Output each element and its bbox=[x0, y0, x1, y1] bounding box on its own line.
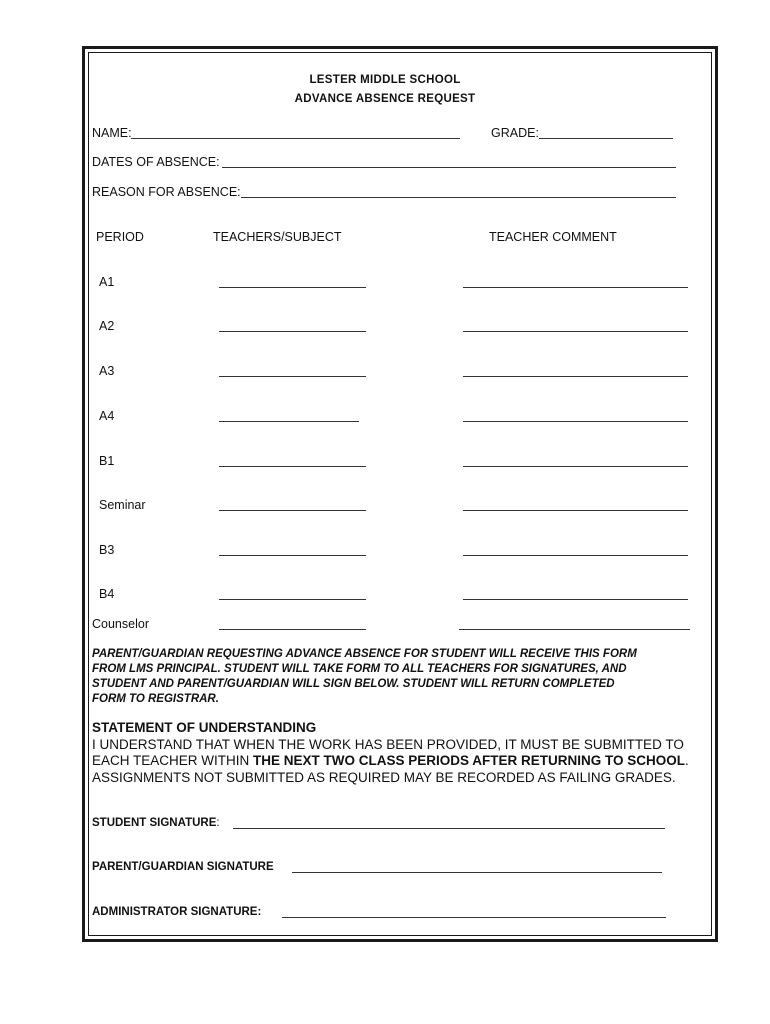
teacher-field[interactable] bbox=[219, 331, 366, 332]
period-header: PERIOD bbox=[96, 230, 144, 244]
statement-text: . bbox=[685, 753, 689, 768]
comment-field[interactable] bbox=[463, 599, 688, 600]
teacher-field[interactable] bbox=[219, 629, 366, 630]
statement-text: EACH TEACHER WITHIN bbox=[92, 753, 254, 768]
period-label: B4 bbox=[99, 587, 115, 601]
name-field[interactable] bbox=[131, 138, 460, 139]
period-label: Counselor bbox=[92, 617, 149, 631]
comment-field[interactable] bbox=[463, 510, 688, 511]
teacher-field[interactable] bbox=[219, 510, 366, 511]
student-signature-text: STUDENT SIGNATURE bbox=[92, 817, 217, 829]
dates-field[interactable] bbox=[222, 167, 676, 168]
period-label: A3 bbox=[99, 364, 115, 378]
teacher-field[interactable] bbox=[219, 466, 366, 467]
administrator-signature-field[interactable] bbox=[282, 917, 666, 918]
student-signature-field[interactable] bbox=[233, 828, 665, 829]
statement-line: I UNDERSTAND THAT WHEN THE WORK HAS BEEN PROVIDED, IT MUST BE SUBMITTED TO bbox=[92, 737, 684, 752]
comment-field[interactable] bbox=[459, 629, 690, 630]
notice-line: PARENT/GUARDIAN REQUESTING ADVANCE ABSENCE FOR STUDENT WILL RECEIVE THIS FORM bbox=[92, 648, 637, 660]
teacher-field[interactable] bbox=[219, 555, 366, 556]
student-signature-label bbox=[92, 816, 220, 831]
notice-line: FORM TO REGISTRAR. bbox=[92, 693, 219, 705]
notice-line: FROM LMS PRINCIPAL. STUDENT WILL TAKE FORM TO ALL TEACHERS FOR SIGNATURES, AND bbox=[92, 663, 627, 675]
comment-field[interactable] bbox=[463, 466, 688, 467]
school-name: LESTER MIDDLE SCHOOL bbox=[309, 74, 461, 86]
teacher-field[interactable] bbox=[219, 287, 366, 288]
comment-field[interactable] bbox=[463, 287, 688, 288]
reason-label: REASON FOR ABSENCE: bbox=[92, 185, 241, 199]
comment-header: TEACHER COMMENT bbox=[489, 230, 617, 244]
form-border bbox=[82, 46, 718, 942]
comment-field[interactable] bbox=[463, 376, 688, 377]
period-label: A1 bbox=[99, 275, 115, 289]
period-label: B3 bbox=[99, 543, 115, 557]
statement-emphasis: THE NEXT TWO CLASS PERIODS AFTER RETURNING TO SCHOOL bbox=[253, 753, 686, 768]
comment-field[interactable] bbox=[463, 331, 688, 332]
period-label: Seminar bbox=[99, 498, 146, 512]
teacher-field[interactable] bbox=[219, 421, 359, 422]
statement-line: ASSIGNMENTS NOT SUBMITTED AS REQUIRED MAY BE RECORDED AS FAILING GRADES. bbox=[92, 770, 676, 785]
teacher-field[interactable] bbox=[219, 376, 366, 377]
parent-signature-label: PARENT/GUARDIAN SIGNATURE bbox=[92, 861, 274, 873]
statement-line bbox=[92, 753, 689, 770]
name-label: NAME: bbox=[92, 126, 132, 140]
statement-heading: STATEMENT OF UNDERSTANDING bbox=[92, 720, 317, 735]
grade-label: GRADE: bbox=[491, 126, 539, 140]
period-label: A4 bbox=[99, 409, 115, 423]
period-label: B1 bbox=[99, 454, 115, 468]
teacher-field[interactable] bbox=[219, 599, 366, 600]
reason-field[interactable] bbox=[241, 197, 676, 198]
comment-field[interactable] bbox=[463, 555, 688, 556]
dates-label: DATES OF ABSENCE: bbox=[92, 155, 220, 169]
form-title: ADVANCE ABSENCE REQUEST bbox=[294, 93, 476, 105]
notice-line: STUDENT AND PARENT/GUARDIAN WILL SIGN BELOW. STUDENT WILL RETURN COMPLETED bbox=[92, 678, 615, 690]
parent-signature-field[interactable] bbox=[292, 872, 662, 873]
grade-field[interactable] bbox=[539, 138, 673, 139]
period-label: A2 bbox=[99, 319, 115, 333]
teachers-header: TEACHERS/SUBJECT bbox=[213, 230, 342, 244]
comment-field[interactable] bbox=[463, 421, 688, 422]
colon: : bbox=[216, 817, 220, 829]
administrator-signature-label: ADMINISTRATOR SIGNATURE: bbox=[92, 906, 262, 918]
